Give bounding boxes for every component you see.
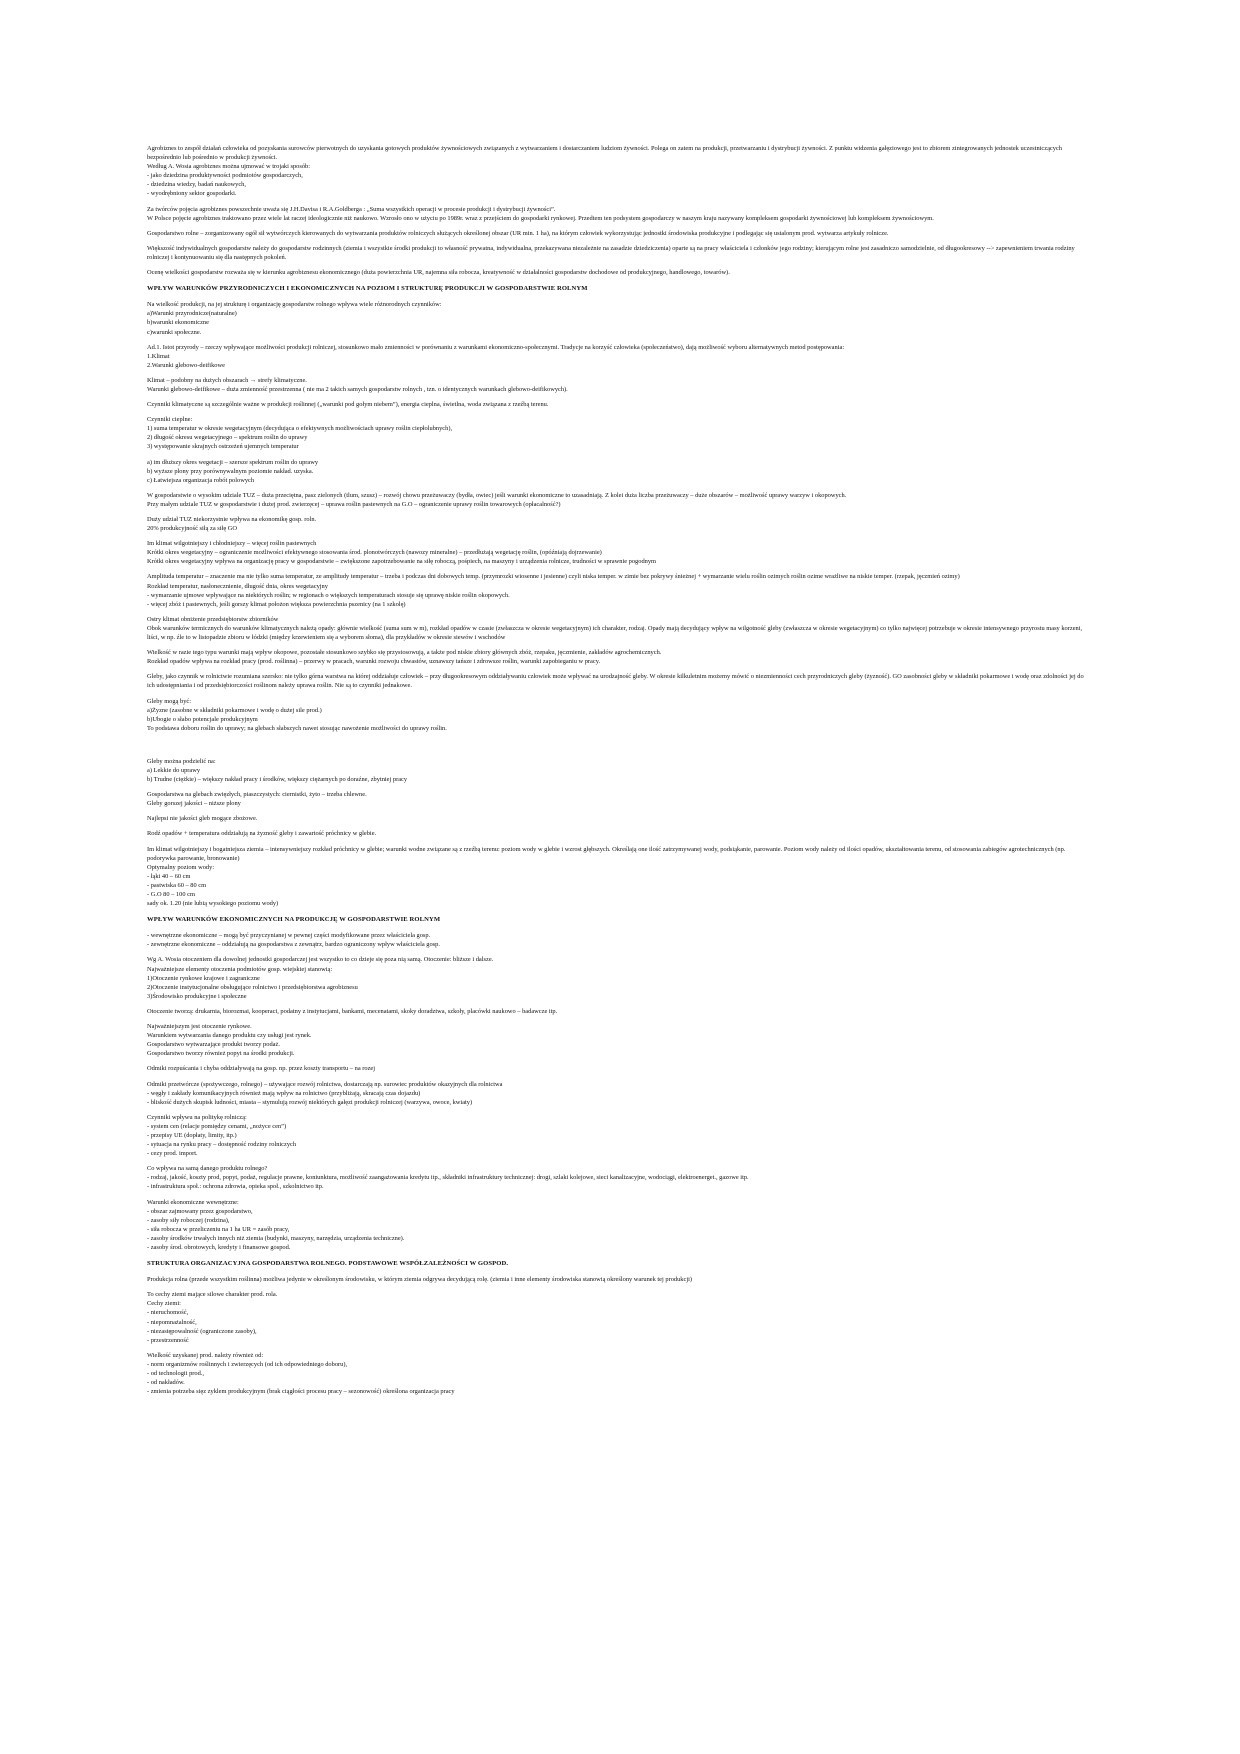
- text-line: Cechy ziemi:: [147, 1300, 181, 1308]
- text-line: To podstawa doboru roślin do uprawy; na glebach słabszych nawet stosując nawożenie możliwości do uprawy roślin.: [147, 724, 447, 732]
- paragraph: [147, 931, 1092, 949]
- text-line: Gleby, jako czynnik w rolnictwie rozumiana szersko: nie tylko górna warstwa na której oddziałuje człowiek – przy długookresowym oddziaływaniu człowiek może wpływać na urodzajność gleby. W okresie kilkuletnim możemy mówić o niezmienności cech przyrodniczych gleby (żyzność). GO zasobności gleby w składniki pokarmowe i wodę oraz zdolności jej do ich udostępniania i od przedsiębiorczości roślinom należy uprawa roślin. Nie są to czynniki jednakowe.: [147, 673, 1084, 690]
- text-line: b)warunki ekonomiczne: [147, 319, 209, 327]
- paragraph: [147, 615, 1092, 642]
- text-line: Ad.1. Istot przyrody – rzeczy wpływające możliwości produkcji rolniczej, stosunkowo mało zmienności w porównaniu z warunkami ekonomiczno-społecznymi. Tradycje na korzyść człowieka (społeczeństwo), dają możliwość wyboru alternatywnych metod postępowania:: [147, 343, 845, 351]
- paragraph: [147, 845, 1092, 909]
- text-line: a)Żyzne (zasobne w składniki pokarmowe i wodę o dużej sile prod.): [147, 706, 322, 714]
- text-line: a)Warunki przyrodnicze(naturalne): [147, 310, 237, 318]
- paragraph: [147, 955, 1092, 1000]
- text-line: Większość indywidualnych gospodarstw należy do gospodarstw rodzinnych (ziemia i wszystkie środki produkcji to własność prywatna, indywidualna, przekazywana niezależnie na zasadzie dziedziczenia) oparte są na pracy właściciela i członków jego rodziny; kierującym rolne jest zasadniczo samodzielnie, od długookresowy --> zapewnieniem trwania rodziny rolniczej i kontynuowaniu się dla następnych pokoleń.: [147, 244, 1075, 261]
- text-line: Wielkość uzyskanej prod. należy również od:: [147, 1351, 264, 1359]
- text-line: - sytuacja na rynku pracy – dostępność rodziny rolniczych: [147, 1141, 297, 1149]
- text-line: Gospodarstwa na glebach zwięzłych, piaszczystych: ciernistki, żyto – trzeba chlewne.: [147, 791, 367, 799]
- paragraph: [147, 697, 1092, 733]
- text-line: - siła robocza w przeliczeniu na 1 ha UR = zasób pracy,: [147, 1225, 290, 1233]
- text-line: Przy małym udziale TUZ w gospodarstwie i dużej prod. zwierzęcej – uprawa roślin pastewnych na G.O – ograniczenie uprawy roślin towarowych (opłacalność?): [147, 500, 561, 508]
- text-line: Czynniki wpływu na politykę rolniczą:: [147, 1113, 247, 1121]
- text-line: Według A. Wosia agrobiznes można ujmować w trojaki sposób:: [147, 163, 311, 171]
- text-line: Otoczenie tworzą: drukarnia, biorozmai, kooperaci, podatny z instytucjami, bankami, mecenatami, skoky doradztwa, szkoły, placówki naukowo – badawcze itp.: [147, 1007, 558, 1015]
- text-line: 20% produkcyjność siłą za siłę GO: [147, 525, 237, 533]
- text-line: - obszar zajmowany przez gospodarstwo,: [147, 1207, 253, 1215]
- paragraph: [147, 1275, 1092, 1284]
- text-line: - zasoby środ. obrotowych, kredyty i finansowe gospod.: [147, 1244, 291, 1251]
- text-line: - od nakładów.: [147, 1379, 185, 1387]
- text-line: - jako dziedzina produktywności podmiotów gospodarczych,: [147, 172, 303, 180]
- text-line: Na wielkość produkcji, na jej strukturę i organizację gospodarstw rolnego wpływa wiele różnorodnych czynników:: [147, 301, 442, 309]
- text-line: Agrobiznes to zespół działań człowieka od pozyskania surowców pierwotnych do uzyskania gotowych produktów żywnościowych związanych z wytwarzaniem i dostarczaniem ludziom żywności. Polega on zatem na produkcji, przetwarzaniu i dystrybucji żywności. Z punktu widzenia gałęziowego jest to zbiorem zintegrowanych jednostek uczestniczących bezpośrednio lub pośrednio w produkcji żywności.: [147, 145, 1062, 162]
- text-line: Gleby gorszej jakości – niższe plony: [147, 800, 241, 808]
- paragraph: [147, 268, 1092, 277]
- text-line: - wymarzanie ujmowe wpływające na niektórych roślin; w regionach o większych temperaturach stosuje się uprawę niskie roślin okopowych.: [147, 591, 510, 599]
- text-line: Klimat – podobny na dużych obszarach → strefy klimatyczne.: [147, 376, 307, 384]
- text-line: 3) występowanie skrajnych ostrzeżeń ujemnych temperatur: [147, 443, 299, 451]
- text-line: Ostry klimat obniżenie przedsiębiorstw zbiorników: [147, 615, 279, 623]
- text-line: Gleby można podzielić na:: [147, 757, 216, 765]
- text-line: - przepisy UE (dopłaty, limity, itp.): [147, 1131, 237, 1139]
- text-line: a) Lekkie do uprawy: [147, 766, 201, 774]
- paragraph: [147, 572, 1092, 608]
- text-line: - niezastępowalność (ograniczone zasoby),: [147, 1327, 257, 1335]
- text-line: Odmiki przetwórcze (spożywczego, rolnego) – używające rozwój rolnictwa, dostarczają np. surowiec produktów okazyjnych dla rolnictwa: [147, 1080, 503, 1088]
- text-line: - infrastruktura społ.: ochrona zdrowia, opieka społ., szkolnictwo itp.: [147, 1183, 324, 1191]
- paragraph: [147, 672, 1092, 690]
- text-line: Rodź opadów + temperatura oddziałują na żyzność gleby i zawartość próchnicy w glebie.: [147, 830, 377, 838]
- text-line: Produkcja rolna (przede wszystkim roślinna) możliwa jedynie w określonym środowisku, w którym ziemia odgrywa decydującą rolę. (ziemia i inne elementy środowiska stanowią określony warunek tej produkcji): [147, 1276, 693, 1284]
- text-line: c) Łatwiejsza organizacja robót polowych: [147, 476, 255, 484]
- text-line: Duży udział TUZ niekorzystnie wpływa na ekonomikę gosp. roln.: [147, 516, 317, 523]
- paragraph: [147, 144, 1092, 199]
- text-line: - przestrzenność: [147, 1336, 189, 1344]
- text-line: Krótki okres wegetacyjny – ograniczenie możliwości efektywnego stosowania środ. plonotwórczych (nawozy mineralne) – przedłużają wegetację roślin, (opóźniają dojrzewanie): [147, 549, 602, 557]
- paragraph: [147, 1022, 1092, 1058]
- text-line: - od technologii prod.,: [147, 1370, 204, 1378]
- text-line: 2) długość okresu wegetacyjnego – spektrum roślin do uprawy: [147, 434, 308, 442]
- paragraph: [147, 458, 1092, 485]
- text-line: - zasoby siły roboczej (rodzina),: [147, 1216, 230, 1224]
- paragraph: [147, 1198, 1092, 1253]
- text-line: Wielkość w razie tego typu warunki mają wpływ okopowe, pozostałe stosunkowo szybko się przystosowują, a także pod niskie zbiory głównych zbóż, rzepaku, jęczmienie, zakładów agrochemicznych.: [147, 649, 662, 657]
- text-line: 3)Środowisko produkcyjne i społeczne: [147, 992, 247, 1000]
- text-line: 1) suma temperatur w okresie wegetacyjnym (decydująca o efektywnych możliwościach uprawy roślin ciepłolubnych),: [147, 425, 453, 433]
- text-line: a) im dłuższy okres wegetacji – szersze spektrum roślin do uprawy: [147, 458, 319, 466]
- paragraph: [147, 491, 1092, 509]
- text-line: - system cen (relacje pomiędzy cenami, „nożyce cen”): [147, 1122, 287, 1130]
- text-line: - niepomnażalność,: [147, 1318, 197, 1326]
- text-line: Rozkład opadów wpływa na rozkład pracy (prod. roślinna) – przerwy w pracach, warunki rozwoju chwastów, uznawszy tańsze i zdrowsze roślin, warunki zapobieganiu w pracy.: [147, 658, 601, 666]
- text-line: Gospodarstwo tworzy również popyt na środki produkcji.: [147, 1050, 295, 1058]
- text-line: Rozkład temperatur, nasłonecznienie, długość dnia, okres wegetacyjny: [147, 582, 328, 590]
- text-line: - dziedzina wiedzy, badań naukowych,: [147, 181, 246, 189]
- text-line: Odmiki rozpuścania i chyba oddziaływają na gosp. np. przez koszty transportu – na rozej: [147, 1065, 376, 1073]
- paragraph: [147, 648, 1092, 666]
- text-line: b)Ubogie o słabo potencjale produkcyjnym: [147, 715, 258, 723]
- text-line: Krótki okres wegetacyjny wpływa na organizację pracy w gospodarstwie – zwiększone zapotrzebowanie na siłę roboczą, pośpiech, na maszyny i urządzenia rolnicze, trudności w sprawnie pogodnym: [147, 558, 657, 566]
- text-line: Czynniki klimatyczne są szczególnie ważne w produkcji roślinnej („warunki pod gołym niebem”), energia cieplna, świetlna, woda związana z rzeźbą terenu.: [147, 401, 549, 409]
- text-line: Warunki glebowo-deifikowe – duża zmienność przestrzenna ( nie ma 2 takich samych gospodarstw rolnych , tzn. o identycznych warunkach glebowo-deifikowych).: [147, 385, 568, 393]
- text-line: sady ok. 1.20 (nie lubią wysokiego poziomu wody): [147, 900, 279, 908]
- text-line: - bliskość dużych skupisk ludności, miasta – stymulują rozwój niektórych gałęzi produkcji rolniczej (warzywa, owoce, kwiaty): [147, 1098, 473, 1106]
- paragraph: [147, 229, 1092, 238]
- text-line: - rodzaj, jakość, koszty prod, popyt, podaż, regulacje prawne, koniunktura, możliwość zaangażowania kredytu itp., składniki infrastruktury technicznej: drogi, szlaki kolejowe, sieci kanalizacyjne, wodociągi, elektroenerget., gazowe itp.: [147, 1174, 749, 1182]
- text-line: To cechy ziemi mające silowe charakter prod. rola.: [147, 1291, 278, 1299]
- text-line: - pastwiska 60 – 80 cm: [147, 881, 207, 889]
- text-line: - nieruchomość,: [147, 1309, 189, 1317]
- section-heading: WPŁYW WARUNKÓW PRZYRODNICZYCH I EKONOMICZNYCH NA POZIOM I STRUKTURĘ PRODUKCJI W GOSPODARSTWIE ROLNYM: [147, 285, 588, 293]
- text-line: Co wpływa na samą danego produktu rolnego?: [147, 1165, 268, 1173]
- paragraph: [147, 1007, 1092, 1016]
- section-heading: STRUKTURA ORGANIZACYJNA GOSPODARSTWA ROLNEGO. PODSTAWOWE WSPÓŁZALEŻNOŚCI W GOSPOD.: [147, 1260, 509, 1268]
- text-line: - wewnętrzne ekonomiczne – mogą być przyczynianej w pewnej części modyfikowane przez właściciela gosp.: [147, 932, 431, 940]
- paragraph-spacer: [147, 739, 1092, 757]
- text-line: W gospodarstwie o wysokim udziale TUZ – duża przeciętna, pasz zielonych (tlum, szusz) – rozwój chowu przeżuwaczy (bydła, owiec) jeśli warunki ekonomiczne to uzasadniają. Z kolei duża liczba przeżuwaczy – duże obszarów – możliwość uprawy warzyw i okopowych.: [147, 491, 847, 499]
- text-line: Za twórców pojęcia agrobiznes powszechnie uważa się J.H.Davisa i R.A.Goldberga : „Suma wszystkich operacji w procesie produkcji i dystrybucji żywności”.: [147, 205, 556, 213]
- text-line: 2)Otoczenie instytucjonalne obsługujące rolnictwo i przedsiębiorstwa agrobiznesu: [147, 983, 358, 991]
- text-line: Gospodarstwo rolne – zorganizowany ogół sił wytwórczych kierowanych do wytwarzania produktów rolniczych służących określonej obszar (UR min. 1 ha), na którym człowiek wykorzystując jednostki środowiska produkcyjne i podlegając się ustalonym prod. wytwarza artykuły rolnicze.: [147, 229, 889, 237]
- paragraph: [147, 539, 1092, 566]
- text-line: 1)Otoczenie rynkowe krajowe i zagraniczne: [147, 974, 260, 982]
- text-line: W Polsce pojęcie agrobiznes traktowano przez wiele lat raczej ideologicznie niż naukowo. Wzrosło ono w użyciu po 1989r. wraz z przejściem do gospodarki rynkowej. Przedtem ten podsystem gospodarczy w naszym kraju nazywany kompleksem gospodarki żywnościowej lub kompleksem żywnościowym.: [147, 214, 934, 222]
- paragraph: [147, 205, 1092, 223]
- text-line: Czynniki cieplne:: [147, 416, 193, 424]
- text-line: Amplituda temperatur – znaczenie ma nie tylko suma temperatur, ze amplitudy temperatur – trzeba i podczas dni dobowych temp. (przymrozki wiosenne i jesienne) czyli niska temper. w zimie bez pokrywy śnieżnej + wymarzanie wielu roślin ozimych roślin ozime wrażliwe na niskie temper. (rzepak, jęczmień ozimy): [147, 573, 960, 581]
- text-line: - wyodrębniony sektor gospodarki.: [147, 190, 237, 198]
- document-body: [147, 144, 1092, 1402]
- text-line: Warunki ekonomiczne wewnętrzne:: [147, 1198, 239, 1206]
- text-line: Najważniejsze elementy otoczenia podmiotów gosp. wiejskiej stanowią:: [147, 965, 333, 973]
- paragraph: [147, 1080, 1092, 1107]
- text-line: Gleby mogą być:: [147, 697, 192, 705]
- paragraph: [147, 814, 1092, 823]
- text-line: - cezy prod. import.: [147, 1150, 198, 1158]
- text-line: Im klimat wilgotniejszy i chłodniejszy – więcej roślin pastewnych: [147, 540, 317, 548]
- text-line: Najlepsi nie jakości gleb mogące zbożowe.: [147, 815, 258, 823]
- paragraph: [147, 343, 1092, 370]
- paragraph: [147, 1064, 1092, 1073]
- text-line: 2.Warunki glebowo-deifikowe: [147, 361, 225, 369]
- paragraph: [147, 244, 1092, 262]
- text-line: - zmienia potrzeba sięz zyklem produkcyjnym (brak ciągłości procesu pracy – sezonowość) określona organizacja pracy: [147, 1388, 455, 1396]
- text-line: Im klimat wilgotniejszy i bogatniejsza ziemia – intensywniejszy rozkład próchnicy w glebie; warunki wodne związane są z rzeźbą terenu: poziom wody w glebie i wzrost głębszych. Określają one ilość zatrzymywanej wody, podsiąkanie, parowanie. Poziom wody należy od ilości opadów, ukształtowania terenu, od stosowania zabiegów agrotechnicznych (np. podorywka parowanie, bronowanie): [147, 845, 1066, 862]
- paragraph: [147, 400, 1092, 409]
- paragraph: [147, 376, 1092, 394]
- text-line: - węgły i zakłady komunikacyjnych również mają wpływ na rolnictwo (przybliżają, skracają czas dojazdu): [147, 1089, 421, 1097]
- text-line: c)warunki społeczne.: [147, 328, 202, 336]
- section-heading: WPŁYW WARUNKÓW EKONOMICZNYCH NA PRODUKCJĘ W GOSPODARSTWIE ROLNYM: [147, 916, 441, 924]
- text-line: Wg A. Wosia otoczeniem dla dowolnej jednostki gospodarczej jest wszystko to co dzieje się poza nią samą. Otoczenie: bliższe i dalsze.: [147, 956, 494, 964]
- text-line: Obok warunków termicznych do warunków klimatycznych należą opady: głównie wielkość (suma sum w m), rozkład opadów w czasie (zwłaszcza w okresie wegetacyjnym) ich charakter, rodzaj. Opady mają decydujący wpływ na wilgotność gleby (zwłaszcza w okresie wegetacyjnym) co tylko najwięcej potrzebuje w okresie intensywnego przyrostu masy korzeni, liści, w np. źle to w listopadzie zbioru w łódzki (między krzewieniem się a wyborem słoma), dla przykładów w okresie siewów i wschodów: [147, 624, 1083, 642]
- text-line: - łąki 40 – 60 cm: [147, 872, 191, 880]
- paragraph: [147, 1164, 1092, 1191]
- paragraph: [147, 300, 1092, 336]
- text-line: - zewnętrzne ekonomiczne – oddziałują na gospodarstwa z zewnątrz, bardzo ograniczony wpływ właściciela gosp.: [147, 941, 440, 949]
- paragraph: [147, 415, 1092, 451]
- text-line: Najważniejszym jest otoczenie rynkowe.: [147, 1023, 252, 1031]
- text-line: - G.O 80 – 100 cm: [147, 891, 195, 898]
- text-line: b) Trudne (ciężkie) – większy nakład pracy i środków, większy ciężarnych po doraźne, zbytniej pracy: [147, 776, 408, 784]
- paragraph: [147, 790, 1092, 808]
- text-line: b) wyższe plony przy porównywalnym poziomie nakład. uzyska.: [147, 467, 314, 475]
- text-line: Warunkiem wytwarzania danego produktu czy usługi jest rynek.: [147, 1032, 312, 1040]
- paragraph: [147, 1113, 1092, 1158]
- text-line: - zasoby środków trwałych innych niż ziemia (budynki, maszyny, narzędzia, urządzenia techniczne).: [147, 1234, 405, 1242]
- text-line: Gospodarstwo wytwarzające produkt tworzy podaż.: [147, 1041, 280, 1049]
- text-line: 1.Klimat: [147, 352, 170, 360]
- paragraph: [147, 515, 1092, 533]
- paragraph: [147, 829, 1092, 838]
- paragraph: [147, 1351, 1092, 1396]
- text-line: - norm organizmów roślinnych i zwierzęcych (od ich odpowiedniego doboru),: [147, 1360, 348, 1368]
- paragraph: [147, 1290, 1092, 1345]
- text-line: Optymalny poziom wody:: [147, 863, 215, 871]
- paragraph: [147, 757, 1092, 784]
- text-line: Ocenę wielkości gospodarstw rozważa się w kierunku agrobiznesu ekonomicznego (duża powierzchnia UR, najemna siła robocza, kreatywność w działalności gospodarstw dochodowe od produkcyjnego, handlowego, towarów).: [147, 269, 730, 277]
- text-line: - więcej zbóż i pastewnych, jeśli gorszy klimat położon większa powierzchnia pszenicy (na 1 szkolę): [147, 600, 406, 608]
